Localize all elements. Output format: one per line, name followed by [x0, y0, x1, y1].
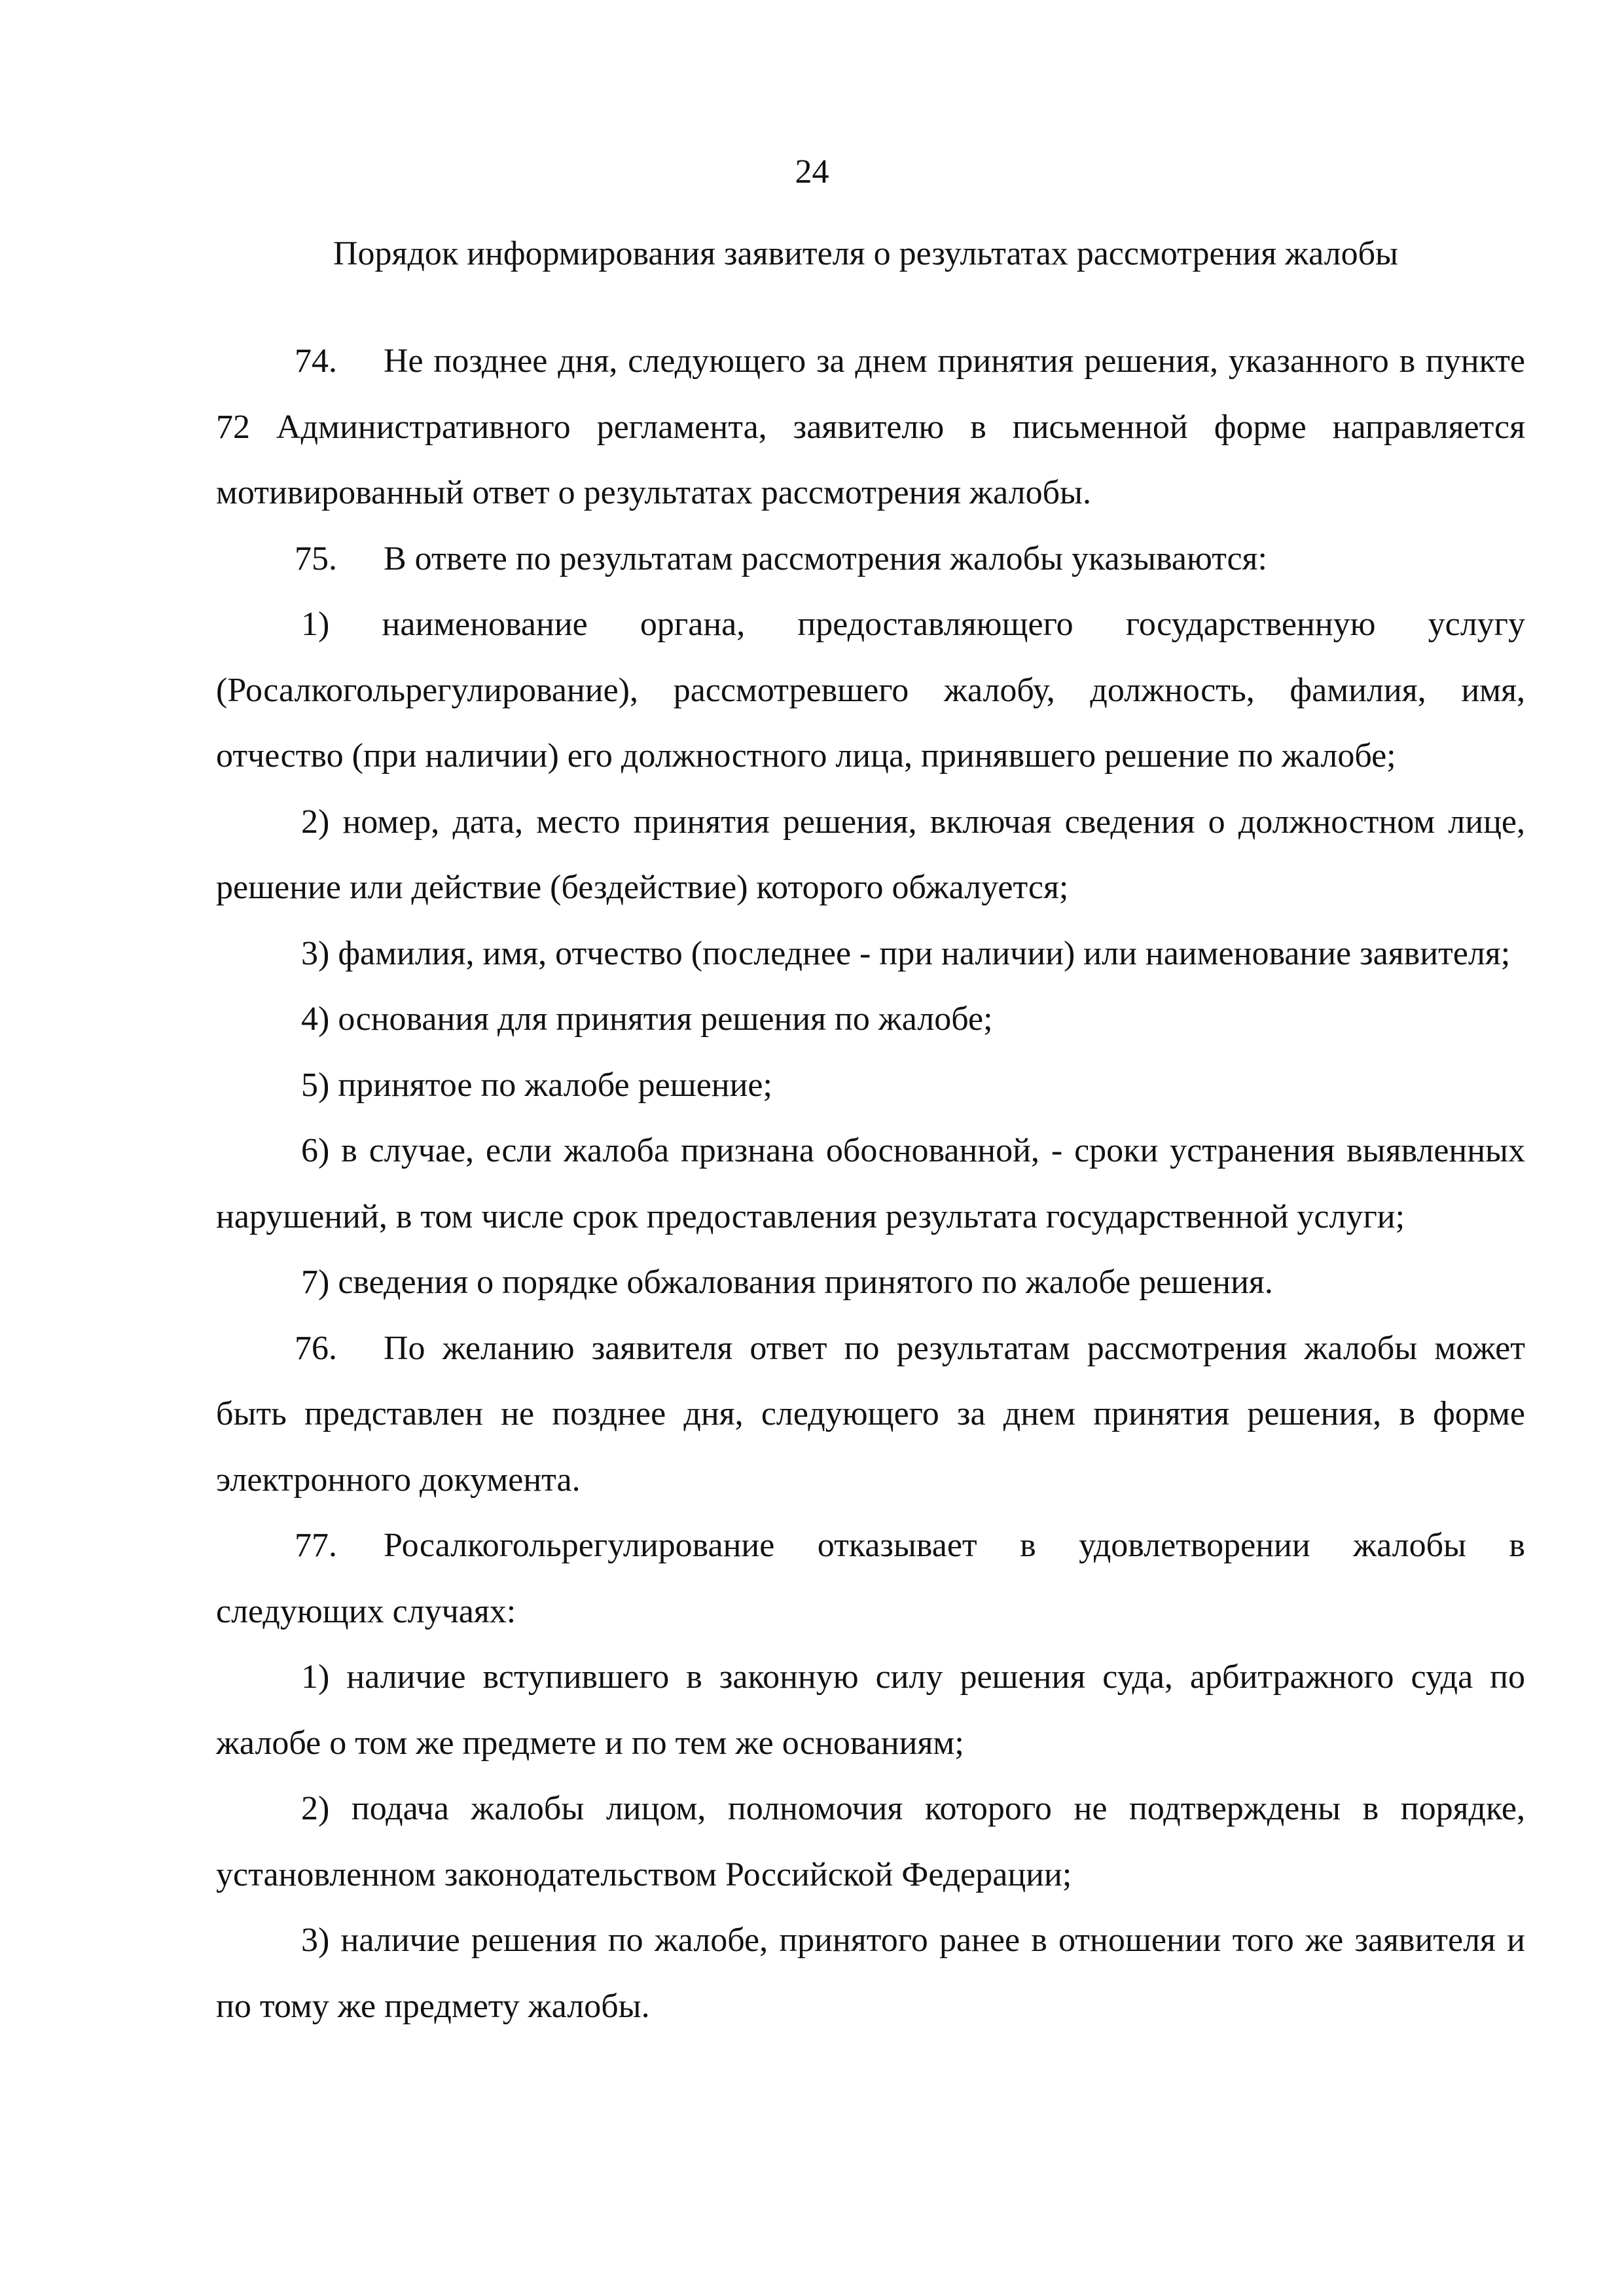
- paragraph-text: Росалкогольрегулирование отказывает в удовлетворении жалобы в следующих случаях:: [216, 1527, 1525, 1630]
- list-item: 2) номер, дата, место принятия решения, включая сведения о должностном лице, решение или действие (бездействие) которого обжалуется;: [216, 803, 1525, 906]
- paragraph-74: [216, 329, 1525, 526]
- paragraph-number: 74.: [295, 342, 337, 380]
- list-item: 6) в случае, если жалоба признана обоснованной, - сроки устранения выявленных нарушений, в том числе срок предоставления результата государственной услуги;: [216, 1132, 1525, 1235]
- paragraph-number: 75.: [295, 539, 337, 577]
- list-item: 1) наличие вступившего в законную силу решения суда, арбитражного суда по жалобе о том же предмете и по тем же основаниям;: [216, 1658, 1525, 1762]
- page-number: 24: [795, 153, 829, 191]
- paragraph-text: Не позднее дня, следующего за днем принятия решения, указанного в пункте 72 Административного регламента, заявителю в письменной форме направляется мотивированный ответ о результатах рассмотрения жалобы.: [216, 342, 1525, 511]
- paragraph-75: [216, 526, 1525, 592]
- list-item: 7) сведения о порядке обжалования принятого по жалобе решения.: [301, 1264, 1273, 1301]
- paragraph-number: 77.: [295, 1527, 337, 1564]
- paragraph-text: В ответе по результатам рассмотрения жалобы указываются:: [384, 539, 1267, 577]
- document-body: [216, 329, 1525, 2039]
- paragraph-text: По желанию заявителя ответ по результатам рассмотрения жалобы может быть представлен не позднее дня, следующего за днем принятия решения, в форме электронного документа.: [216, 1329, 1525, 1499]
- paragraph-76: [216, 1316, 1525, 1514]
- list-item: 2) подача жалобы лицом, полномочия которого не подтверждены в порядке, установленном законодательством Российской Федерации;: [216, 1790, 1525, 1893]
- paragraph-77: [216, 1513, 1525, 1645]
- list-item: 1) наименование органа, предоставляющего государственную услугу (Росалкогольрегулирование), рассмотревшего жалобу, должность, фамилия, имя, отчество (при наличии) его должностного лица, принявшего решение по жалобе;: [216, 606, 1525, 774]
- list-item: 3) наличие решения по жалобе, принятого ранее в отношении того же заявителя и по тому же предмету жалобы.: [216, 1922, 1525, 2025]
- section-heading: Порядок информирования заявителя о результатах рассмотрения жалобы: [333, 235, 1398, 272]
- list-item: 5) принятое по жалобе решение;: [301, 1066, 772, 1104]
- paragraph-number: 76.: [295, 1329, 337, 1367]
- list-item: 3) фамилия, имя, отчество (последнее - при наличии) или наименование заявителя;: [301, 934, 1511, 972]
- list-item: 4) основания для принятия решения по жалобе;: [301, 1000, 993, 1038]
